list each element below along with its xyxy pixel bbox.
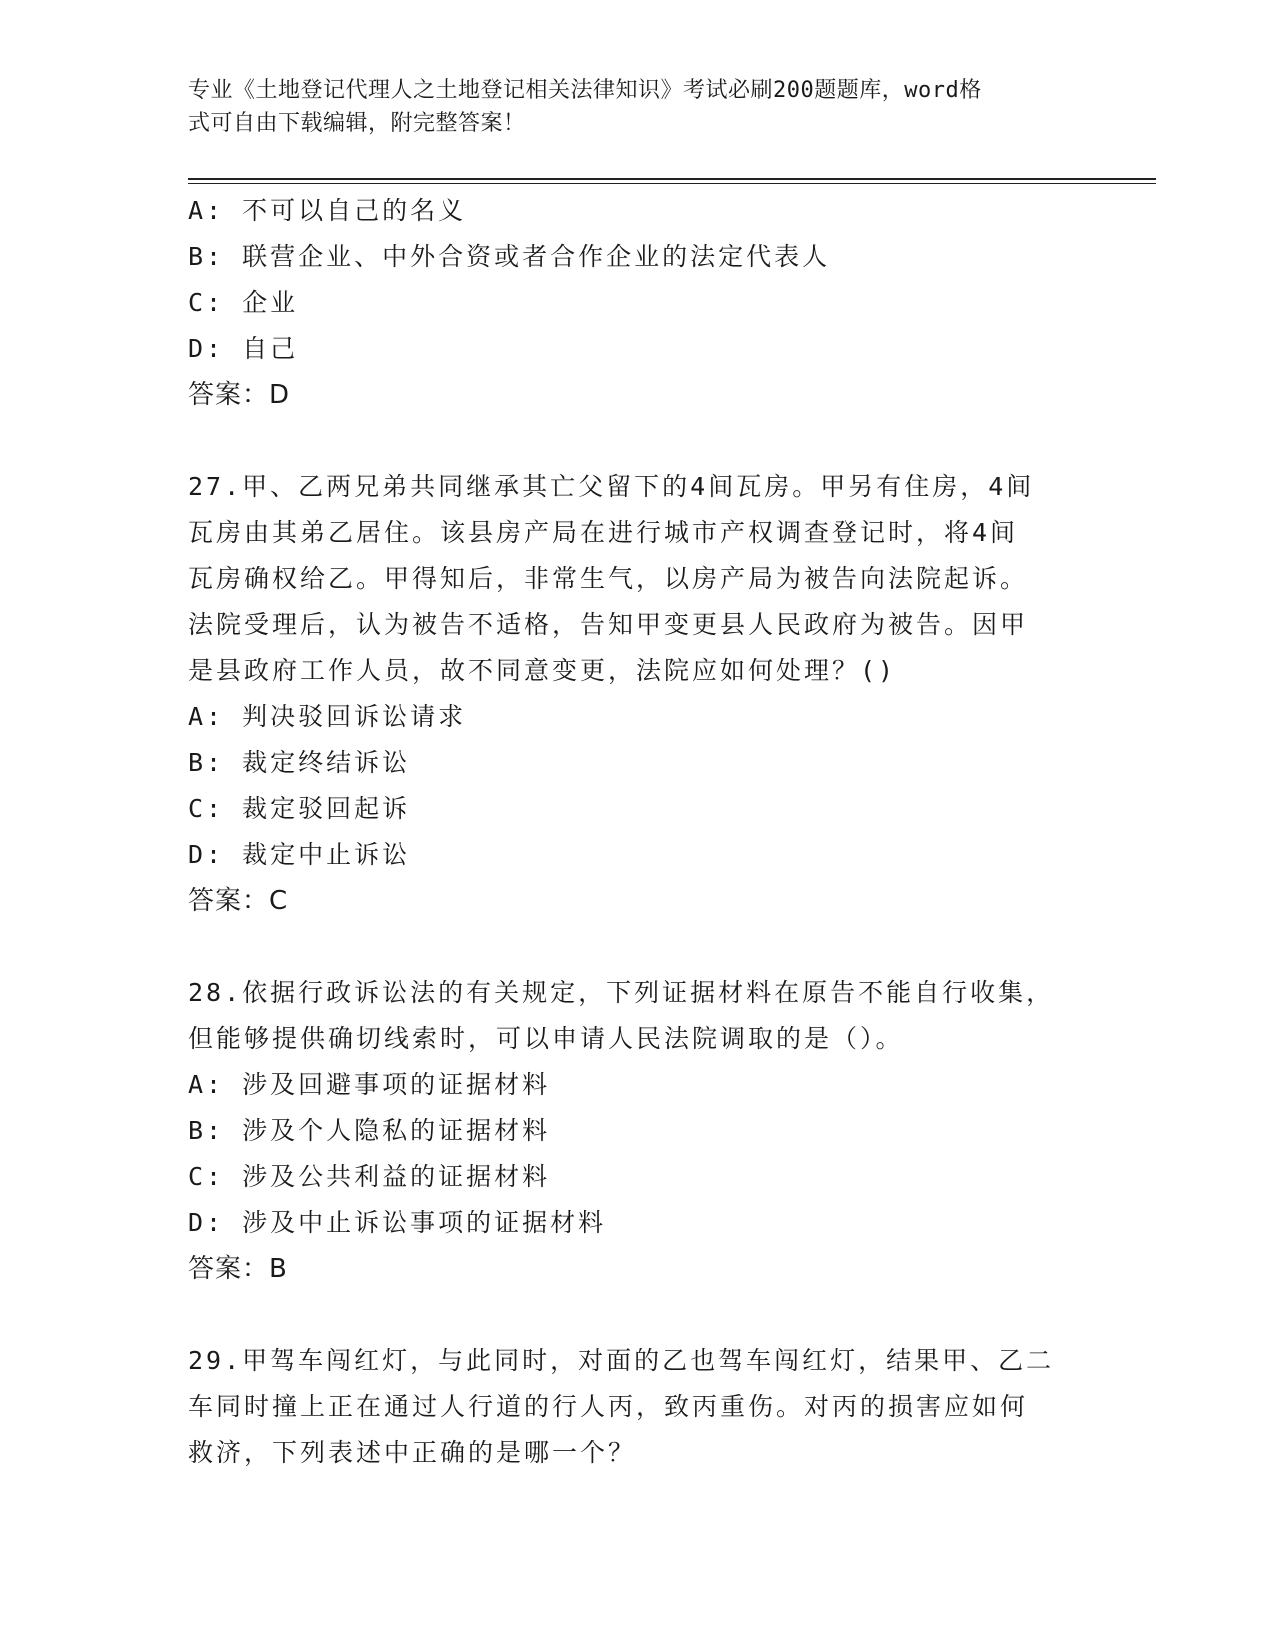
question-stem-line: 瓦房由其弟乙居住。该县房产局在进行城市产权调查登记时，将4间 — [188, 518, 1019, 547]
option-c: C: 涉及公共利益的证据材料 — [188, 1162, 551, 1191]
option-b: B: 涉及个人隐私的证据材料 — [188, 1116, 551, 1145]
question-list — [188, 188, 1088, 1476]
option-d: D: 裁定中止诉讼 — [188, 840, 411, 869]
option-b: B: 裁定终结诉讼 — [188, 748, 411, 777]
answer: 答案：B — [188, 1254, 288, 1284]
question-stem-line: 27.甲、乙两兄弟共同继承其亡父留下的4间瓦房。甲另有住房，4间 — [188, 472, 1035, 501]
question-stem-line: 是县政府工作人员，故不同意变更，法院应如何处理？() — [188, 656, 897, 685]
answer: 答案：D — [188, 380, 291, 410]
question-stem-line: 28.依据行政诉讼法的有关规定，下列证据材料在原告不能自行收集， — [188, 978, 1055, 1007]
option-a: A: 不可以自己的名义 — [188, 196, 467, 225]
question-29 — [188, 1338, 1088, 1476]
question-stem-line: 但能够提供确切线索时，可以申请人民法院调取的是（）。 — [188, 1024, 904, 1053]
header-line-2: 式可自由下载编辑，附完整答案！ — [188, 111, 526, 136]
option-a: A: 判决驳回诉讼请求 — [188, 702, 467, 731]
question-28 — [188, 970, 1088, 1292]
option-c: C: 裁定驳回起诉 — [188, 794, 411, 823]
question-26 — [188, 188, 1088, 418]
spacer — [188, 418, 1088, 464]
answer: 答案：C — [188, 886, 289, 916]
question-stem-line: 29.甲驾车闯红灯，与此同时，对面的乙也驾车闯红灯，结果甲、乙二 — [188, 1346, 1055, 1375]
question-stem-line: 法院受理后，认为被告不适格，告知甲变更县人民政府为被告。因甲 — [188, 610, 1029, 639]
spacer — [188, 924, 1088, 970]
header-divider — [188, 178, 1156, 180]
header-divider-thin — [188, 183, 1156, 184]
option-d: D: 自己 — [188, 334, 299, 363]
question-27 — [188, 464, 1088, 924]
option-a: A: 涉及回避事项的证据材料 — [188, 1070, 551, 1099]
document-header — [188, 74, 1088, 140]
option-b: B: 联营企业、中外合资或者合作企业的法定代表人 — [188, 242, 831, 271]
option-c: C: 企业 — [188, 288, 299, 317]
question-stem-line: 瓦房确权给乙。甲得知后，非常生气，以房产局为被告向法院起诉。 — [188, 564, 1029, 593]
option-d: D: 涉及中止诉讼事项的证据材料 — [188, 1208, 607, 1237]
spacer — [188, 1292, 1088, 1338]
question-stem-line: 救济，下列表述中正确的是哪一个？ — [188, 1438, 637, 1467]
header-line-1: 专业《土地登记代理人之土地登记相关法律知识》考试必刷200题题库，word格 — [188, 78, 982, 103]
question-stem-line: 车同时撞上正在通过人行道的行人丙，致丙重伤。对丙的损害应如何 — [188, 1392, 1029, 1421]
